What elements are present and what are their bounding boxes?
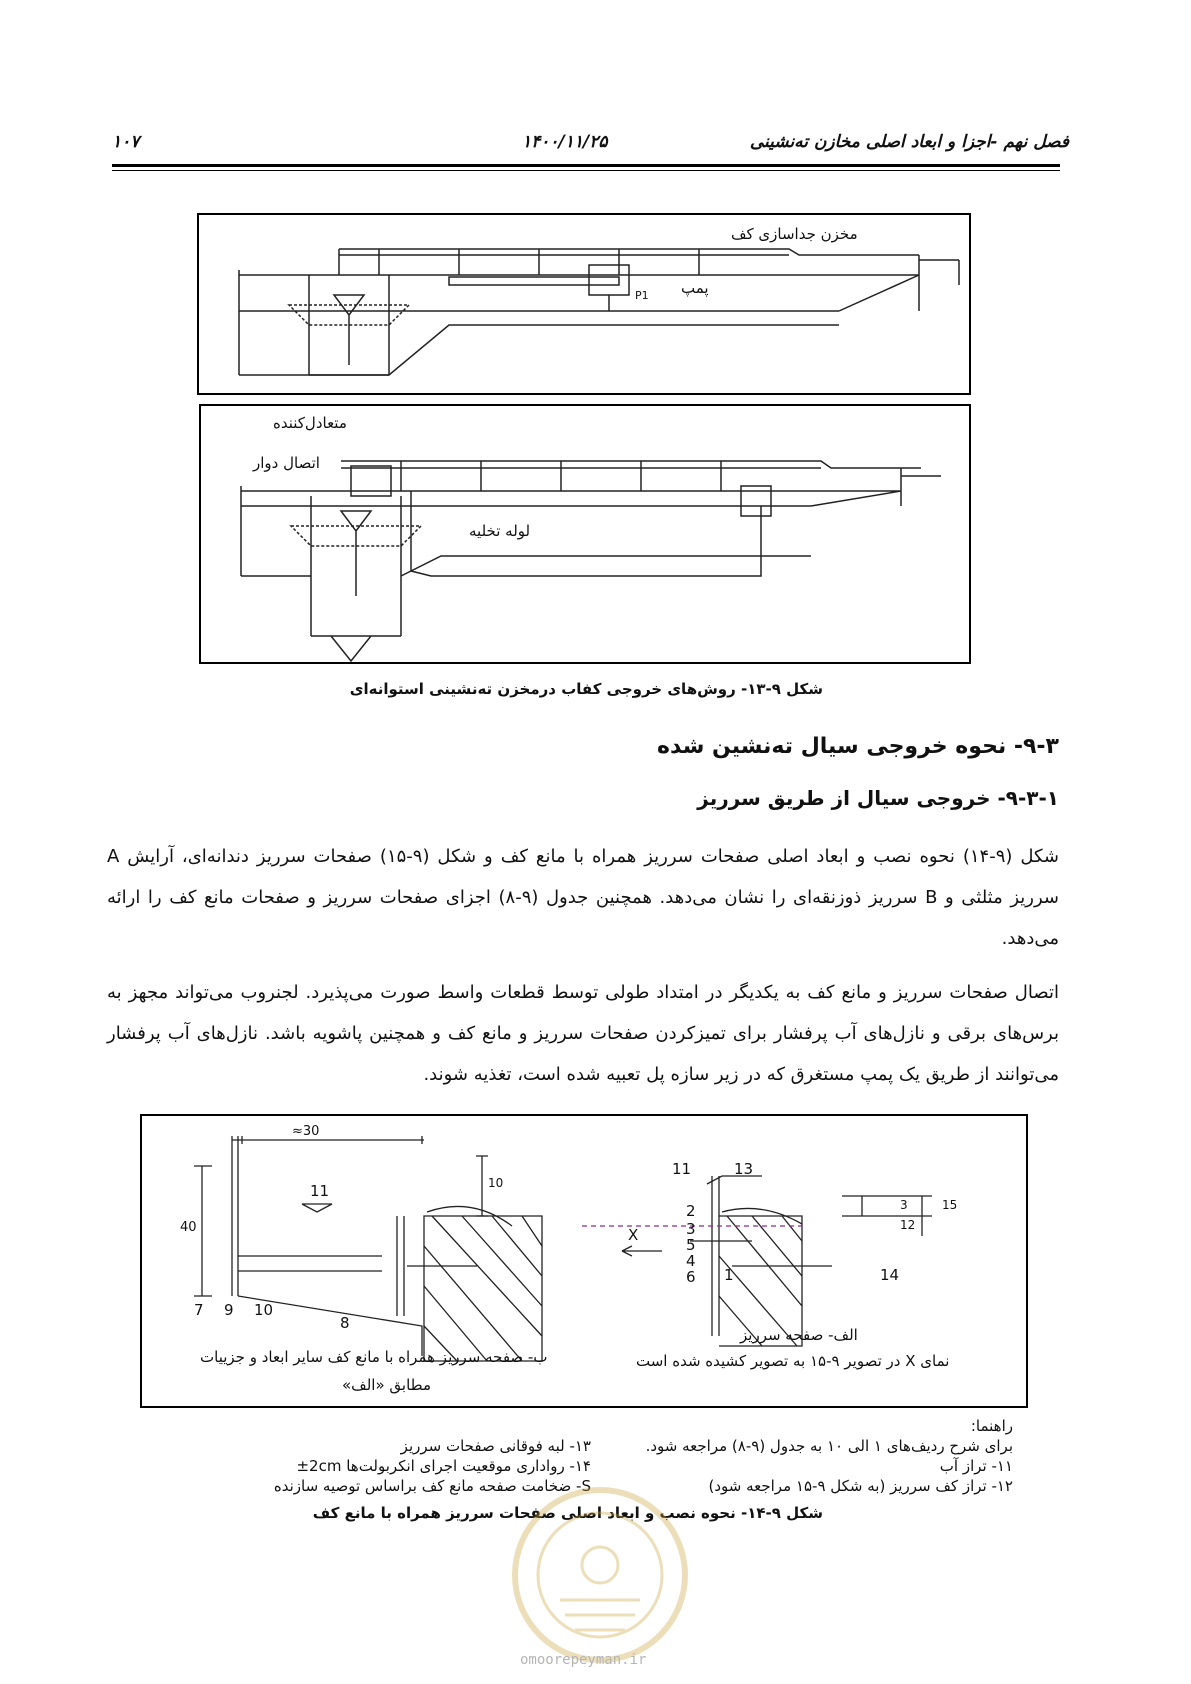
dim-10: 10 xyxy=(488,1176,504,1190)
num-11-right: 11 xyxy=(672,1160,692,1178)
num-5: 5 xyxy=(686,1236,696,1254)
figure-13-bottom-panel xyxy=(199,404,971,664)
sludge-tank-drawing-bottom xyxy=(201,406,969,662)
label-equalizer: متعادل‌کننده xyxy=(273,414,347,432)
label-sludge-separator-tank: مخزن جداسازی کف xyxy=(731,225,858,243)
dim-3: 3 xyxy=(900,1198,908,1212)
num-6: 6 xyxy=(686,1268,696,1286)
right-panel-caption-1: الف- صفحه سرریز xyxy=(740,1326,858,1344)
dim-15: 15 xyxy=(942,1198,958,1212)
figure-13-caption: شکل ۹-۱۳- روش‌های خروجی کفاب درمخزن ته‌نشینی استوانه‌ای xyxy=(349,680,823,698)
watermark-site: omoorepeyman.ir xyxy=(520,1652,647,1668)
figure-14-caption: شکل ۹-۱۴- نحوه نصب و ابعاد اصلی صفحات سرریز همراه با مانع کف xyxy=(312,1504,823,1522)
num-9: 9 xyxy=(224,1301,234,1319)
legend-item: ۱۱- تراز آب xyxy=(939,1457,1013,1475)
page-number: ۱۰۷ xyxy=(112,132,140,152)
label-rotary-joint: اتصال دوار xyxy=(253,454,320,472)
num-13: 13 xyxy=(734,1160,754,1178)
num-2: 2 xyxy=(686,1202,696,1220)
dim-30: ≈30 xyxy=(292,1124,320,1139)
dim-40: 40 xyxy=(180,1220,197,1235)
num-10-left: 10 xyxy=(254,1301,274,1319)
legend-title: راهنما: xyxy=(970,1417,1013,1435)
chapter-title: فصل نهم -اجزا و ابعاد اصلی مخازن ته‌نشینی xyxy=(749,132,1069,152)
label-pump: پمپ xyxy=(681,279,709,297)
num-1: 1 xyxy=(724,1266,734,1284)
num-8: 8 xyxy=(340,1314,350,1332)
paragraph-2-text: اتصال صفحات سرریز و مانع کف به یکدیگر در امتداد طولی توسط قطعات واسط صورت می‌پذیرد. لجنروب می‌تواند مجهز به برس‌های برقی و نازل‌های آب پرفشار برای تمیزکردن صفحات سرریز و مانع کف و همچنین پاشویه باشد. نازل‌های آب پرفشار می‌توانند از طریق یک پمپ مستغرق که در زیر سازه پل تعبیه شده است، تغذیه شوند. xyxy=(107,982,1059,1085)
label-x-view: X xyxy=(628,1226,639,1244)
header-date: ۱۴۰۰/۱۱/۲۵ xyxy=(522,132,608,152)
left-panel-caption-2: مطابق «الف» xyxy=(342,1376,431,1394)
num-14: 14 xyxy=(880,1266,900,1284)
legend-item: ۱۲- تراز کف سرریز (به شکل ۹-۱۵ مراجعه شود) xyxy=(708,1477,1013,1495)
legend-item: S- ضخامت صفحه مانع کف براساس توصیه سازنده xyxy=(273,1477,591,1495)
figure-13-top-panel xyxy=(197,213,971,395)
left-panel-caption-1: ب- صفحه سرریز همراه با مانع کف سایر ابعاد و جزییات xyxy=(200,1348,548,1366)
num-4: 4 xyxy=(686,1252,696,1270)
label-drain-pipe: لوله تخلیه xyxy=(469,522,531,540)
body-paragraph-2 xyxy=(107,972,1059,1095)
body-paragraph-1 xyxy=(107,836,1059,959)
paragraph-1-text: شکل (۹-۱۴) نحوه نصب و ابعاد اصلی صفحات سرریز همراه با مانع کف و شکل (۹-۱۵) صفحات سرریز دندانه‌ای، آرایش A سرریز مثلثی و B سرریز ذوزنقه‌ای را نشان می‌دهد. همچنین جدول (۹-۸) اجزای صفحات سرریز و صفحات مانع کف را ارائه می‌دهد. xyxy=(107,846,1059,949)
legend-item: ۱۳- لبه فوقانی صفحات سرریز xyxy=(400,1437,591,1455)
legend-right-column xyxy=(646,1436,1013,1496)
right-panel-caption-2: نمای X در تصویر ۹-۱۵ به تصویر کشیده شده است xyxy=(636,1352,950,1370)
header-rule xyxy=(112,164,1060,167)
dim-12: 12 xyxy=(900,1218,916,1232)
watermark-logo xyxy=(505,1480,695,1670)
label-p1: P1 xyxy=(635,289,649,302)
legend-item: ۱۴- رواداری موقعیت اجرای انکربولت‌ها 2cm± xyxy=(296,1457,591,1475)
num-11-left: 11 xyxy=(310,1182,330,1200)
num-7: 7 xyxy=(194,1301,204,1319)
figure-14-frame xyxy=(140,1114,1028,1408)
subsection-heading: ۹-۳-۱- خروجی سیال از طریق سرریز xyxy=(697,786,1059,810)
header-rule-thin xyxy=(112,170,1060,171)
section-heading: ۹-۳- نحوه خروجی سیال ته‌نشین شده xyxy=(657,734,1059,759)
legend-item: برای شرح ردیف‌های ۱ الی ۱۰ به جدول (۹-۸) مراجعه شود. xyxy=(645,1437,1013,1455)
num-3: 3 xyxy=(686,1220,696,1238)
